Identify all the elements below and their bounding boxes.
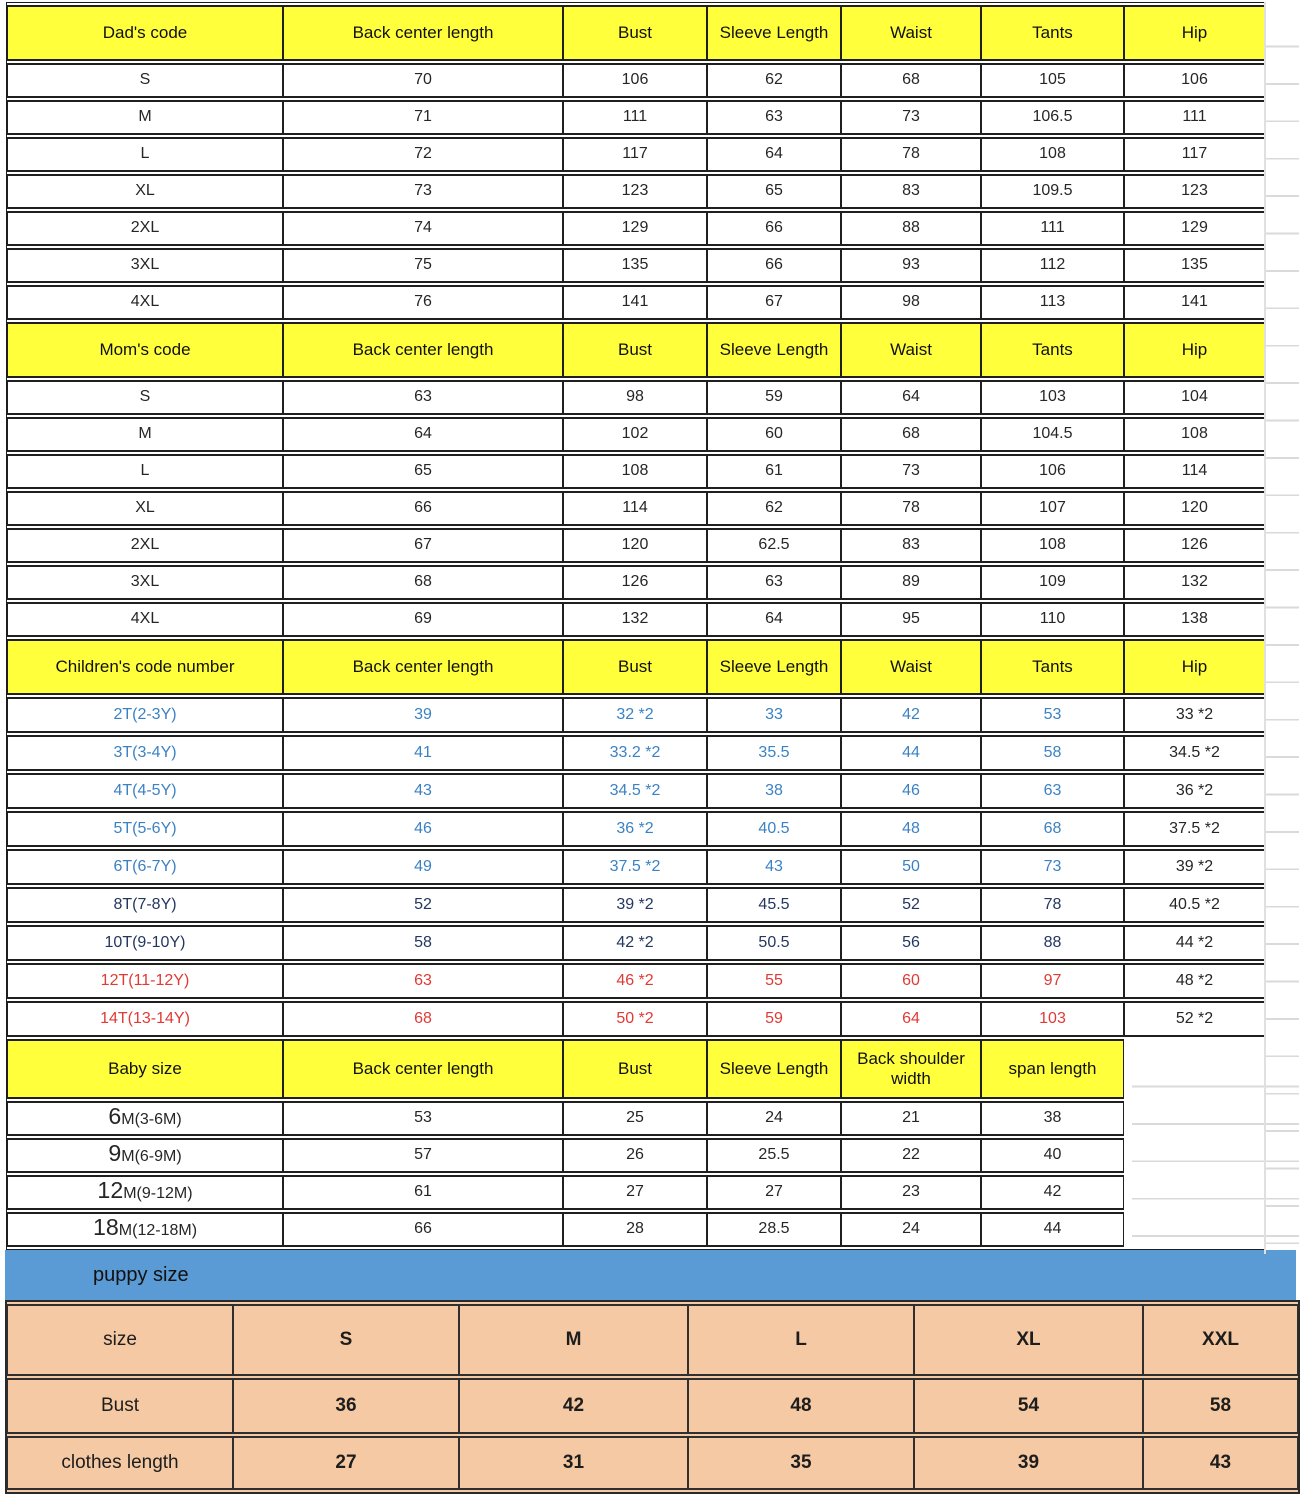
mom-header-row <box>7 322 1265 378</box>
dad-cell: 88 <box>841 211 981 246</box>
dad-cell: 63 <box>707 100 841 135</box>
children-cell: 58 <box>283 925 563 961</box>
puppy-cell: 36 <box>233 1378 459 1434</box>
baby-column-header: Baby size <box>7 1039 283 1099</box>
mom-cell: 120 <box>563 528 707 563</box>
mom-cell: 63 <box>283 380 563 415</box>
mom-cell: 3XL <box>7 565 283 600</box>
children-cell: 35.5 <box>707 735 841 771</box>
puppy-cell: 58 <box>1143 1378 1298 1434</box>
dad-table-row <box>7 100 1265 135</box>
baby-cell: 42 <box>981 1175 1124 1210</box>
children-cell: 38 <box>707 773 841 809</box>
dad-table-row <box>7 174 1265 209</box>
mom-cell: 83 <box>841 528 981 563</box>
children-column-header: Children's code number <box>7 639 283 695</box>
children-cell: 37.5 *2 <box>1124 811 1265 847</box>
puppy-size-table <box>5 1300 1300 1494</box>
puppy-cell: S <box>233 1304 459 1376</box>
family-size-table <box>6 2 1266 1250</box>
mom-cell: 108 <box>1124 417 1265 452</box>
dad-cell: 112 <box>981 248 1124 283</box>
dad-cell: 108 <box>981 137 1124 172</box>
mom-column-header: Sleeve Length <box>707 322 841 378</box>
children-cell: 6T(6-7Y) <box>7 849 283 885</box>
children-cell: 45.5 <box>707 887 841 923</box>
dad-cell: 105 <box>981 63 1124 98</box>
mom-cell: 78 <box>841 491 981 526</box>
puppy-row-label: Bust <box>7 1378 233 1434</box>
children-cell: 52 <box>283 887 563 923</box>
children-table-row <box>7 773 1265 809</box>
children-cell: 64 <box>841 1001 981 1037</box>
baby-column-header: Bust <box>563 1039 707 1099</box>
mom-table-row <box>7 565 1265 600</box>
children-cell: 41 <box>283 735 563 771</box>
children-cell: 12T(11-12Y) <box>7 963 283 999</box>
mom-column-header: Waist <box>841 322 981 378</box>
baby-cell: 24 <box>841 1212 981 1247</box>
mom-cell: 64 <box>707 602 841 637</box>
baby-cell: 24 <box>707 1101 841 1136</box>
puppy-cell: 42 <box>459 1378 688 1434</box>
children-table-row <box>7 925 1265 961</box>
dad-cell: 78 <box>841 137 981 172</box>
children-cell: 50 *2 <box>563 1001 707 1037</box>
baby-cell: 28 <box>563 1212 707 1247</box>
children-column-header: Tants <box>981 639 1124 695</box>
dad-cell: 113 <box>981 285 1124 320</box>
baby-table-row <box>7 1138 1265 1173</box>
children-cell: 39 *2 <box>1124 849 1265 885</box>
mom-cell: 64 <box>283 417 563 452</box>
dad-cell: 83 <box>841 174 981 209</box>
dad-column-header: Tants <box>981 5 1124 61</box>
baby-cell: 25 <box>563 1101 707 1136</box>
children-column-header: Waist <box>841 639 981 695</box>
mom-cell: M <box>7 417 283 452</box>
dad-column-header: Back center length <box>283 5 563 61</box>
children-cell: 50 <box>841 849 981 885</box>
mom-cell: 68 <box>283 565 563 600</box>
children-cell: 32 *2 <box>563 697 707 733</box>
children-cell: 37.5 *2 <box>563 849 707 885</box>
baby-cell: 18M(12-18M) <box>7 1212 283 1247</box>
mom-cell: 65 <box>283 454 563 489</box>
baby-cell: 23 <box>841 1175 981 1210</box>
puppy-cell: 27 <box>233 1436 459 1490</box>
children-cell: 44 <box>841 735 981 771</box>
children-cell: 43 <box>707 849 841 885</box>
dad-cell: 117 <box>563 137 707 172</box>
mom-cell: 126 <box>1124 528 1265 563</box>
mom-cell: 108 <box>563 454 707 489</box>
mom-cell: 109 <box>981 565 1124 600</box>
baby-column-header: Back shoulder width <box>841 1039 981 1099</box>
baby-table-row <box>7 1212 1265 1247</box>
dad-cell: 135 <box>1124 248 1265 283</box>
dad-cell: 74 <box>283 211 563 246</box>
dad-cell: 76 <box>283 285 563 320</box>
dad-cell: 66 <box>707 248 841 283</box>
baby-cell: 9M(6-9M) <box>7 1138 283 1173</box>
dad-column-header: Sleeve Length <box>707 5 841 61</box>
children-table-row <box>7 849 1265 885</box>
mom-table-row <box>7 491 1265 526</box>
children-cell: 52 *2 <box>1124 1001 1265 1037</box>
baby-table-row <box>7 1101 1265 1136</box>
baby-cell: 66 <box>283 1212 563 1247</box>
puppy-size-band <box>5 1250 1296 1300</box>
puppy-cell: XL <box>914 1304 1143 1376</box>
mom-cell: XL <box>7 491 283 526</box>
baby-cell: 27 <box>563 1175 707 1210</box>
children-cell: 43 <box>283 773 563 809</box>
children-cell: 78 <box>981 887 1124 923</box>
children-cell: 60 <box>841 963 981 999</box>
spreadsheet-grid-baby-area <box>1132 1050 1299 1252</box>
dad-table-row <box>7 137 1265 172</box>
puppy-cell: 54 <box>914 1378 1143 1434</box>
dad-cell: 111 <box>981 211 1124 246</box>
mom-column-header: Mom's code <box>7 322 283 378</box>
children-cell: 34.5 *2 <box>1124 735 1265 771</box>
mom-cell: 59 <box>707 380 841 415</box>
mom-column-header: Hip <box>1124 322 1265 378</box>
mom-cell: 66 <box>283 491 563 526</box>
children-cell: 3T(3-4Y) <box>7 735 283 771</box>
mom-cell: 103 <box>981 380 1124 415</box>
baby-cell: 38 <box>981 1101 1124 1136</box>
baby-cell: 53 <box>283 1101 563 1136</box>
puppy-cell: 35 <box>688 1436 914 1490</box>
puppy-band-label: puppy size <box>93 1263 189 1286</box>
dad-table-row <box>7 285 1265 320</box>
children-column-header: Bust <box>563 639 707 695</box>
mom-cell: 108 <box>981 528 1124 563</box>
children-cell: 36 *2 <box>563 811 707 847</box>
baby-column-header: Sleeve Length <box>707 1039 841 1099</box>
dad-cell: 135 <box>563 248 707 283</box>
baby-cell: 27 <box>707 1175 841 1210</box>
children-cell: 68 <box>283 1001 563 1037</box>
puppy-cell: 39 <box>914 1436 1143 1490</box>
dad-cell: L <box>7 137 283 172</box>
mom-cell: 69 <box>283 602 563 637</box>
puppy-cell: 43 <box>1143 1436 1298 1490</box>
mom-table-row <box>7 454 1265 489</box>
children-cell: 46 *2 <box>563 963 707 999</box>
children-cell: 50.5 <box>707 925 841 961</box>
mom-cell: 114 <box>1124 454 1265 489</box>
children-cell: 8T(7-8Y) <box>7 887 283 923</box>
children-cell: 33 *2 <box>1124 697 1265 733</box>
dad-cell: 66 <box>707 211 841 246</box>
children-cell: 63 <box>981 773 1124 809</box>
dad-cell: 123 <box>1124 174 1265 209</box>
children-cell: 42 *2 <box>563 925 707 961</box>
mom-cell: 89 <box>841 565 981 600</box>
puppy-table-row <box>7 1436 1298 1490</box>
mom-cell: 68 <box>841 417 981 452</box>
children-cell: 88 <box>981 925 1124 961</box>
dad-cell: S <box>7 63 283 98</box>
dad-cell: 2XL <box>7 211 283 246</box>
children-table-row <box>7 735 1265 771</box>
puppy-table-row <box>7 1378 1298 1434</box>
baby-table-row <box>7 1175 1265 1210</box>
children-cell: 34.5 *2 <box>563 773 707 809</box>
mom-cell: 61 <box>707 454 841 489</box>
baby-label-lead: 12 <box>97 1177 124 1204</box>
children-cell: 36 *2 <box>1124 773 1265 809</box>
children-table-row <box>7 1001 1265 1037</box>
dad-cell: M <box>7 100 283 135</box>
dad-cell: 73 <box>283 174 563 209</box>
children-cell: 39 <box>283 697 563 733</box>
children-cell: 68 <box>981 811 1124 847</box>
puppy-cell: L <box>688 1304 914 1376</box>
children-cell: 33.2 *2 <box>563 735 707 771</box>
mom-cell: 62 <box>707 491 841 526</box>
dad-cell: 106 <box>563 63 707 98</box>
dad-cell: 70 <box>283 63 563 98</box>
children-header-row <box>7 639 1265 695</box>
baby-label-lead: 18 <box>92 1214 119 1241</box>
dad-cell: 106.5 <box>981 100 1124 135</box>
mom-cell: 104.5 <box>981 417 1124 452</box>
children-column-header: Sleeve Length <box>707 639 841 695</box>
mom-cell: 98 <box>563 380 707 415</box>
dad-table-row <box>7 211 1265 246</box>
dad-cell: 111 <box>563 100 707 135</box>
children-cell: 39 *2 <box>563 887 707 923</box>
dad-cell: 4XL <box>7 285 283 320</box>
puppy-cell: 48 <box>688 1378 914 1434</box>
mom-cell: 67 <box>283 528 563 563</box>
mom-table-row <box>7 528 1265 563</box>
dad-cell: 141 <box>1124 285 1265 320</box>
dad-cell: 93 <box>841 248 981 283</box>
children-cell: 4T(4-5Y) <box>7 773 283 809</box>
children-cell: 2T(2-3Y) <box>7 697 283 733</box>
mom-cell: 73 <box>841 454 981 489</box>
puppy-row-label: clothes length <box>7 1436 233 1490</box>
dad-cell: XL <box>7 174 283 209</box>
mom-cell: 2XL <box>7 528 283 563</box>
dad-cell: 129 <box>1124 211 1265 246</box>
dad-cell: 3XL <box>7 248 283 283</box>
baby-column-header: Back center length <box>283 1039 563 1099</box>
children-cell: 46 <box>283 811 563 847</box>
children-cell: 48 <box>841 811 981 847</box>
dad-table-row <box>7 248 1265 283</box>
puppy-cell: M <box>459 1304 688 1376</box>
children-cell: 40.5 *2 <box>1124 887 1265 923</box>
mom-cell: 102 <box>563 417 707 452</box>
baby-cell: 6M(3-6M) <box>7 1101 283 1136</box>
children-column-header: Back center length <box>283 639 563 695</box>
baby-cell: 12M(9-12M) <box>7 1175 283 1210</box>
mom-cell: 60 <box>707 417 841 452</box>
children-cell: 40.5 <box>707 811 841 847</box>
children-cell: 49 <box>283 849 563 885</box>
dad-cell: 106 <box>1124 63 1265 98</box>
baby-cell: 44 <box>981 1212 1124 1247</box>
baby-cell: 26 <box>563 1138 707 1173</box>
dad-cell: 123 <box>563 174 707 209</box>
dad-cell: 68 <box>841 63 981 98</box>
puppy-table-row <box>7 1304 1298 1376</box>
mom-cell: 120 <box>1124 491 1265 526</box>
dad-cell: 71 <box>283 100 563 135</box>
baby-column-header: span length <box>981 1039 1124 1099</box>
children-cell: 42 <box>841 697 981 733</box>
mom-cell: 63 <box>707 565 841 600</box>
children-table-row <box>7 811 1265 847</box>
mom-table-row <box>7 417 1265 452</box>
mom-cell: S <box>7 380 283 415</box>
dad-cell: 67 <box>707 285 841 320</box>
children-cell: 63 <box>283 963 563 999</box>
children-table-row <box>7 963 1265 999</box>
children-cell: 48 *2 <box>1124 963 1265 999</box>
mom-cell: 114 <box>563 491 707 526</box>
dad-cell: 65 <box>707 174 841 209</box>
baby-cell: 57 <box>283 1138 563 1173</box>
children-table-row <box>7 887 1265 923</box>
baby-cell: 28.5 <box>707 1212 841 1247</box>
dad-cell: 72 <box>283 137 563 172</box>
children-table-row <box>7 697 1265 733</box>
mom-cell: 64 <box>841 380 981 415</box>
children-cell: 97 <box>981 963 1124 999</box>
children-cell: 55 <box>707 963 841 999</box>
dad-column-header: Waist <box>841 5 981 61</box>
dad-cell: 117 <box>1124 137 1265 172</box>
children-cell: 33 <box>707 697 841 733</box>
mom-cell: 132 <box>563 602 707 637</box>
dad-table-row <box>7 63 1265 98</box>
mom-cell: 104 <box>1124 380 1265 415</box>
children-cell: 46 <box>841 773 981 809</box>
dad-cell: 129 <box>563 211 707 246</box>
children-column-header: Hip <box>1124 639 1265 695</box>
baby-cell: 25.5 <box>707 1138 841 1173</box>
mom-table-row <box>7 380 1265 415</box>
baby-label-lead: 6 <box>108 1103 122 1130</box>
mom-cell: 126 <box>563 565 707 600</box>
children-cell: 73 <box>981 849 1124 885</box>
children-cell: 103 <box>981 1001 1124 1037</box>
mom-cell: L <box>7 454 283 489</box>
mom-cell: 132 <box>1124 565 1265 600</box>
puppy-row-label: size <box>7 1304 233 1376</box>
dad-cell: 75 <box>283 248 563 283</box>
spreadsheet-column-line <box>1264 2 1266 1254</box>
dad-cell: 64 <box>707 137 841 172</box>
children-cell: 14T(13-14Y) <box>7 1001 283 1037</box>
children-cell: 5T(5-6Y) <box>7 811 283 847</box>
dad-cell: 111 <box>1124 100 1265 135</box>
dad-cell: 109.5 <box>981 174 1124 209</box>
dad-cell: 141 <box>563 285 707 320</box>
dad-cell: 98 <box>841 285 981 320</box>
puppy-cell: XXL <box>1143 1304 1298 1376</box>
children-cell: 56 <box>841 925 981 961</box>
children-cell: 53 <box>981 697 1124 733</box>
baby-cell: 22 <box>841 1138 981 1173</box>
children-cell: 59 <box>707 1001 841 1037</box>
dad-column-header: Dad's code <box>7 5 283 61</box>
mom-column-header: Bust <box>563 322 707 378</box>
mom-column-header: Back center length <box>283 322 563 378</box>
mom-cell: 4XL <box>7 602 283 637</box>
baby-cell: 21 <box>841 1101 981 1136</box>
dad-cell: 73 <box>841 100 981 135</box>
children-cell: 58 <box>981 735 1124 771</box>
dad-column-header: Hip <box>1124 5 1265 61</box>
baby-label-lead: 9 <box>108 1140 122 1167</box>
children-cell: 52 <box>841 887 981 923</box>
children-cell: 44 *2 <box>1124 925 1265 961</box>
mom-cell: 107 <box>981 491 1124 526</box>
mom-cell: 138 <box>1124 602 1265 637</box>
puppy-cell: 31 <box>459 1436 688 1490</box>
baby-cell: 61 <box>283 1175 563 1210</box>
dad-cell: 62 <box>707 63 841 98</box>
dad-header-row <box>7 5 1265 61</box>
baby-header-row <box>7 1039 1265 1099</box>
mom-column-header: Tants <box>981 322 1124 378</box>
children-cell: 10T(9-10Y) <box>7 925 283 961</box>
mom-table-row <box>7 602 1265 637</box>
mom-cell: 106 <box>981 454 1124 489</box>
mom-cell: 110 <box>981 602 1124 637</box>
mom-cell: 62.5 <box>707 528 841 563</box>
dad-column-header: Bust <box>563 5 707 61</box>
baby-cell: 40 <box>981 1138 1124 1173</box>
mom-cell: 95 <box>841 602 981 637</box>
